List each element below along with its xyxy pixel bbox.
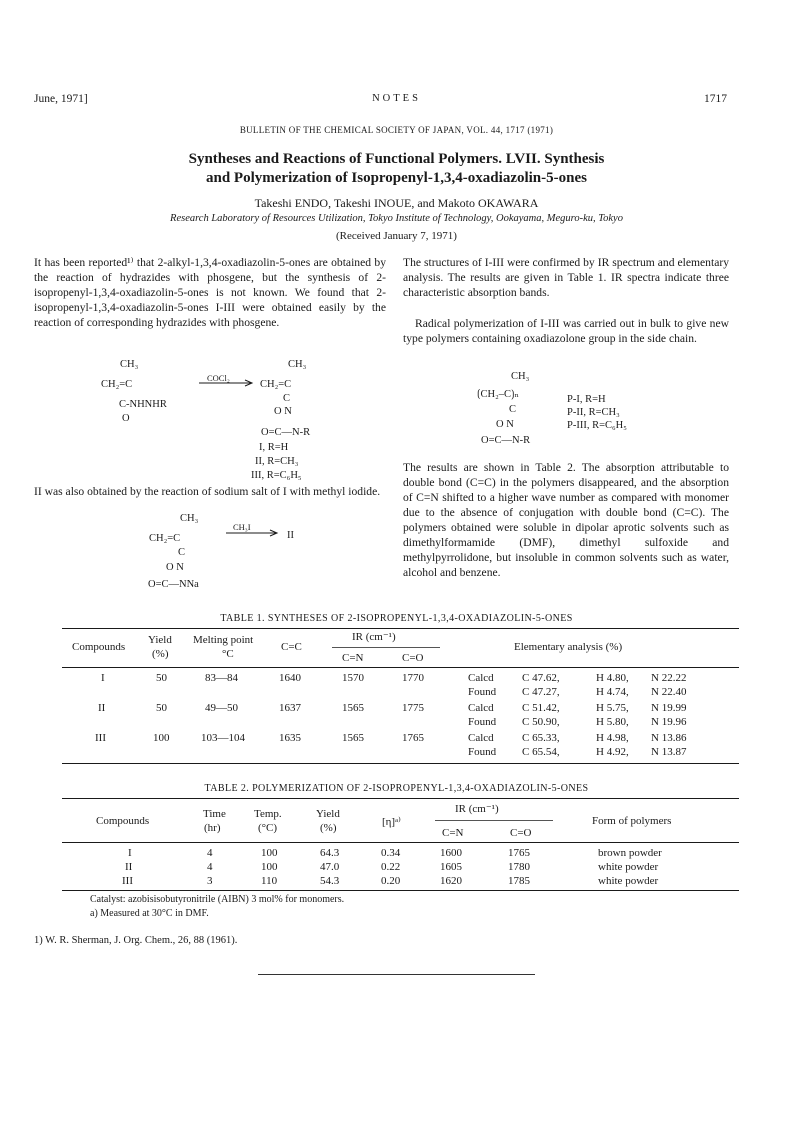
scheme1-p-ch2c: CH₂=C <box>260 379 292 390</box>
t2-r2-temp: 100 <box>261 861 278 873</box>
t2-r3-co: 1785 <box>508 875 530 887</box>
t1-h-compounds: Compounds <box>72 641 126 653</box>
table1-caption: TABLE 1. SYNTHESES OF 2-ISOPROPENYL-1,3,4-OXADIAZOLIN-5-ONES <box>220 613 573 624</box>
footnote-1: 1) W. R. Sherman, J. Org. Chem., 26, 88 (1961). <box>34 935 238 946</box>
t2-r1-temp: 100 <box>261 847 278 859</box>
t2-h-yield: Yield <box>316 808 340 820</box>
t1-r2-yield: 50 <box>156 702 167 714</box>
scheme3-on: O N <box>496 419 514 430</box>
scheme1-sm-o: O <box>122 413 130 424</box>
scheme1-r2: II, R=CH₃ <box>255 456 299 467</box>
t1-r3-found-h: H 4.92, <box>596 746 629 758</box>
t2-r1-yield: 64.3 <box>320 847 340 859</box>
scheme2-c: C <box>178 547 186 558</box>
t2-r1-co: 1765 <box>508 847 530 859</box>
t1-r3-cc: 1635 <box>279 732 301 744</box>
scheme1-sm-ch2c: CH₂=C <box>101 379 133 390</box>
t1-h-yield: Yield <box>148 634 172 646</box>
t1-r1-compound: I <box>101 672 105 684</box>
page-number: 1717 <box>704 93 727 105</box>
t2-r1-form: brown powder <box>598 847 662 859</box>
t1-r2-calcd-c: C 51.42, <box>522 702 560 714</box>
scheme-2 <box>34 512 386 590</box>
t2-h-yield-unit: (%) <box>320 822 337 834</box>
scheme2-product: II <box>287 530 294 541</box>
t2-h-cn: C=N <box>442 827 464 839</box>
running-header-center: NOTES <box>372 93 421 104</box>
table2-body <box>62 847 739 892</box>
scheme2-ring: O=C—NNa <box>148 579 199 590</box>
t1-r1-mp: 83—84 <box>205 672 238 684</box>
scheme1-p-ch3: CH₃ <box>288 359 307 370</box>
scheme1-sm-ch3: CH₃ <box>120 359 139 370</box>
t1-r2-calcd: Calcd <box>468 702 494 714</box>
table1-body <box>62 672 739 772</box>
t1-h-yield-unit: (%) <box>152 648 169 660</box>
t1-r3-co: 1765 <box>402 732 424 744</box>
table2-note-catalyst: Catalyst: azobisisobutyronitrile (AIBN) 3 mol% for monomers. <box>90 894 345 905</box>
scheme1-r3: III, R=C₆H₅ <box>251 470 302 481</box>
left-paragraph-2: II was also obtained by the reaction of sodium salt of I with methyl iodide. <box>34 485 381 498</box>
t1-r1-cc: 1640 <box>279 672 301 684</box>
t2-r2-compound: II <box>125 861 133 873</box>
t1-r1-calcd: Calcd <box>468 672 494 684</box>
t1-h-ir: IR (cm⁻¹) <box>352 631 396 643</box>
table2-note-a: a) Measured at 30°C in DMF. <box>90 908 209 919</box>
journal-citation: BULLETIN OF THE CHEMICAL SOCIETY OF JAPAN, VOL. 44, 1717 (1971) <box>239 125 554 135</box>
t1-r3-calcd: Calcd <box>468 732 494 744</box>
scheme1-p-ring: O=C—N-R <box>261 427 311 438</box>
t2-r1-time: 4 <box>207 847 213 859</box>
scheme2-on: O N <box>166 562 184 573</box>
t1-h-mp-unit: °C <box>222 648 234 660</box>
title-line-2: and Polymerization of Isopropenyl-1,3,4-oxadiazolin-5-ones <box>206 170 587 186</box>
affiliation: Research Laboratory of Resources Utilization, Tokyo Institute of Technology, Ookayama, Meguro-ku, Tokyo <box>170 213 623 224</box>
scheme1-p-on: O N <box>274 406 292 417</box>
scheme1-arrow <box>197 378 257 388</box>
scheme3-c: C <box>509 404 517 415</box>
article-title <box>0 150 793 188</box>
t1-r1-found-c: C 47.27, <box>522 686 560 698</box>
t1-r3-calcd-c: C 65.33, <box>522 732 560 744</box>
t1-r1-yield: 50 <box>156 672 167 684</box>
t1-r3-calcd-n: N 13.86 <box>651 732 687 744</box>
t2-h-ir: IR (cm⁻¹) <box>455 803 499 815</box>
t2-r3-time: 3 <box>207 875 213 887</box>
t2-r1-eta: 0.34 <box>381 847 401 859</box>
t1-h-co: C=O <box>402 652 424 664</box>
t1-r2-found-h: H 5.80, <box>596 716 629 728</box>
scheme1-p-c: C <box>283 393 291 404</box>
end-rule <box>258 974 535 975</box>
t1-r1-co: 1770 <box>402 672 424 684</box>
table1-bottom-rule <box>62 763 739 764</box>
t1-h-ea: Elementary analysis (%) <box>514 641 623 653</box>
scheme3-chain: ⟮CH₂–C⟯ₙ <box>477 389 520 400</box>
t2-r1-compound: I <box>128 847 132 859</box>
t1-h-mp: Melting point <box>193 634 254 646</box>
received-date: (Received January 7, 1971) <box>336 230 457 242</box>
scheme1-r1: I, R=H <box>259 442 289 453</box>
t1-r3-yield: 100 <box>153 732 170 744</box>
t1-r2-mp: 49—50 <box>205 702 238 714</box>
t2-r3-temp: 110 <box>261 875 278 887</box>
t2-r2-cn: 1605 <box>440 861 462 873</box>
t1-r2-calcd-n: N 19.99 <box>651 702 687 714</box>
t2-r3-cn: 1620 <box>440 875 462 887</box>
right-paragraph-3: The results are shown in Table 2. The absorption attributable to double bond (C=C) in the polymers disappeared, and the absorption of C=N shifted to a higher wave number as compared with monomer due to the absence of conjugation with double bond (C=C). The polymers obtained were soluble in dipolar aprotic solvents such as dimethylformamide (DMF), dimethyl sulfoxide and methylpyrrolidone, but insoluble in common solvents such as water, alcohol and benzene. <box>403 461 729 579</box>
table2-bottom-rule <box>62 890 739 891</box>
t1-r2-found-n: N 19.96 <box>651 716 687 728</box>
t2-h-time-unit: (hr) <box>204 822 221 834</box>
table-2 <box>62 798 739 843</box>
scheme1-sm-conh: C-NHNHR <box>119 399 167 410</box>
t1-h-cc: C=C <box>281 641 302 653</box>
t1-r3-compound: III <box>95 732 106 744</box>
t1-r2-co: 1775 <box>402 702 424 714</box>
scheme2-reagent: CH₃I <box>233 522 251 532</box>
right-paragraph-1: The structures of I-III were confirmed by IR spectrum and elementary analysis. The results are given in Table 1. IR spectra indicate three characteristic absorption bands. <box>403 256 729 299</box>
t2-r1-cn: 1600 <box>440 847 462 859</box>
t2-h-compounds: Compounds <box>96 815 150 827</box>
scheme-1 <box>34 358 386 483</box>
table2-caption: TABLE 2. POLYMERIZATION OF 2-ISOPROPENYL-1,3,4-OXADIAZOLIN-5-ONES <box>204 783 589 794</box>
t2-h-temp-unit: (°C) <box>258 822 278 834</box>
t2-r3-form: white powder <box>598 875 659 887</box>
t1-r1-calcd-n: N 22.22 <box>651 672 687 684</box>
t2-r2-yield: 47.0 <box>320 861 340 873</box>
t1-r3-mp: 103—104 <box>201 732 245 744</box>
t1-r2-compound: II <box>98 702 106 714</box>
t2-h-form: Form of polymers <box>592 815 672 827</box>
t1-r3-calcd-h: H 4.98, <box>596 732 629 744</box>
left-paragraph-1: It has been reported¹⁾ that 2-alkyl-1,3,4-oxadiazolin-5-ones are obtained by the reaction of hydrazides with phosgene, but the synthesis of 2-isopropenyl-1,3,4-oxadiazolin-5-ones is not known. We found that 2-isopropenyl-1,3,4-oxadiazolin-5-ones I-III were obtained easily by the reaction of corresponding hydrazides with phosgene. <box>34 256 386 329</box>
t1-r1-calcd-h: H 4.80, <box>596 672 629 684</box>
t2-r2-form: white powder <box>598 861 659 873</box>
t2-r3-compound: III <box>122 875 133 887</box>
right-paragraph-2: Radical polymerization of I-III was carried out in bulk to give new type polymers containing oxadiazolone group in the side chain. <box>403 317 729 345</box>
t1-r1-found-h: H 4.74, <box>596 686 629 698</box>
t2-r3-yield: 54.3 <box>320 875 340 887</box>
t1-r3-found-n: N 13.87 <box>651 746 687 758</box>
t1-r1-calcd-c: C 47.62, <box>522 672 560 684</box>
t2-r2-co: 1780 <box>508 861 530 873</box>
t2-r3-eta: 0.20 <box>381 875 401 887</box>
scheme3-ch3: CH₃ <box>511 371 530 382</box>
t1-r3-found: Found <box>468 746 497 758</box>
scheme-3 <box>403 370 729 452</box>
t2-h-time: Time <box>203 808 226 820</box>
t1-r2-calcd-h: H 5.75, <box>596 702 629 714</box>
running-header-left: June, 1971] <box>34 93 88 105</box>
t1-r1-found-n: N 22.40 <box>651 686 687 698</box>
title-line-1: Syntheses and Reactions of Functional Polymers. LVII. Synthesis <box>188 151 605 167</box>
scheme2-ch2c: CH₂=C <box>149 533 181 544</box>
t1-r1-cn: 1570 <box>342 672 364 684</box>
t1-r2-cc: 1637 <box>279 702 301 714</box>
t1-r1-found: Found <box>468 686 497 698</box>
t2-r2-time: 4 <box>207 861 213 873</box>
scheme2-arrow <box>224 528 282 538</box>
authors: Takeshi ENDO, Takeshi INOUE, and Makoto OKAWARA <box>254 196 539 210</box>
t1-r2-cn: 1565 <box>342 702 364 714</box>
t1-r3-cn: 1565 <box>342 732 364 744</box>
t1-r2-found: Found <box>468 716 497 728</box>
t1-r3-found-c: C 65.54, <box>522 746 560 758</box>
scheme3-ring: O=C—N-R <box>481 435 531 446</box>
t2-h-co: C=O <box>510 827 532 839</box>
t1-r2-found-c: C 50.90, <box>522 716 560 728</box>
t2-h-temp: Temp. <box>254 808 282 820</box>
scheme1-reagent: COCl₂ <box>207 373 230 383</box>
t2-r2-eta: 0.22 <box>381 861 401 873</box>
scheme3-label-1: P-I, R=H <box>567 394 606 405</box>
t1-h-cn: C=N <box>342 652 364 664</box>
scheme3-label-2: P-II, R=CH₃ <box>567 407 620 418</box>
scheme3-label-3: P-III, R=C₆H₅ <box>567 420 627 431</box>
t2-h-eta: [η]ᵃ⁾ <box>382 816 401 828</box>
scheme2-ch3: CH₃ <box>180 513 199 524</box>
